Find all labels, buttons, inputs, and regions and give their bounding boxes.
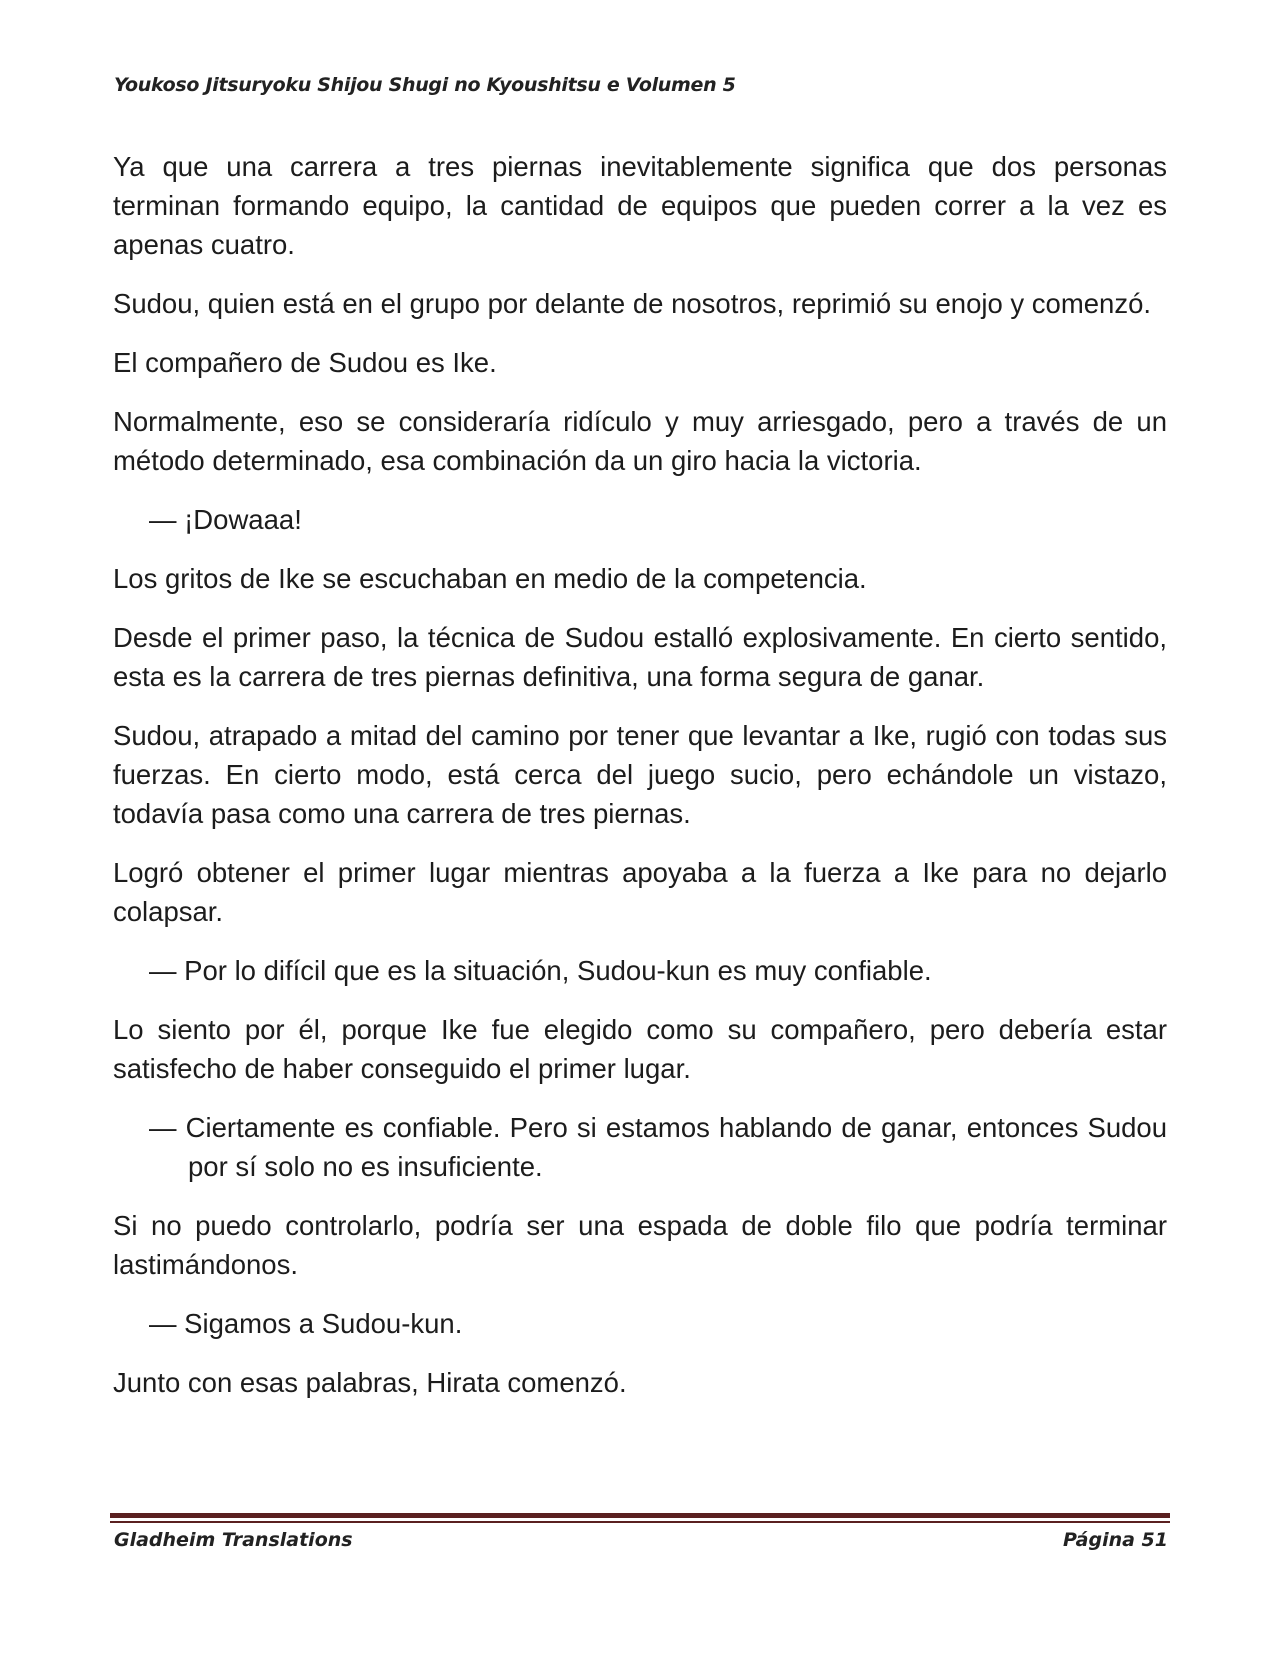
paragraph: Normalmente, eso se consideraría ridículo y muy arriesgado, pero a través de un método determinado, esa combinación da un giro hacia la victoria. [113, 406, 1167, 476]
paragraph: Logró obtener el primer lugar mientras apoyaba a la fuerza a Ike para no dejarlo colapsar. [113, 857, 1167, 927]
paragraph: Sudou, quien está en el grupo por delante de nosotros, reprimió su enojo y comenzó. [113, 288, 1152, 319]
footer-divider-thin [110, 1521, 1170, 1523]
paragraph: Sudou, atrapado a mitad del camino por tener que levantar a Ike, rugió con todas sus fuerzas. En cierto modo, está cerca del juego sucio, pero echándole un vistazo, todavía pasa como una carrera de tres piernas. [113, 720, 1167, 829]
paragraph: Si no puedo controlarlo, podría ser una espada de doble filo que podría terminar lastimándonos. [113, 1210, 1167, 1280]
dialogue-line: — Ciertamente es confiable. Pero si estamos hablando de ganar, entonces Sudou por sí solo no es insuficiente. [149, 1112, 1167, 1182]
paragraph: Los gritos de Ike se escuchaban en medio de la competencia. [113, 563, 867, 594]
page-number: Página 51 [1062, 1529, 1168, 1551]
footer-divider [110, 1513, 1170, 1518]
page-header-title: Youkoso Jitsuryoku Shijou Shugi no Kyoushitsu e Volumen 5 [114, 74, 736, 96]
paragraph: Lo siento por él, porque Ike fue elegido como su compañero, pero debería estar satisfecho de haber conseguido el primer lugar. [113, 1014, 1167, 1084]
page-body [113, 147, 1167, 1422]
dialogue-line: — Sigamos a Sudou-kun. [149, 1308, 463, 1339]
paragraph: Junto con esas palabras, Hirata comenzó. [113, 1367, 627, 1398]
paragraph: Ya que una carrera a tres piernas inevitablemente significa que dos personas terminan formando equipo, la cantidad de equipos que pueden correr a la vez es apenas cuatro. [113, 151, 1167, 260]
dialogue-line: — ¡Dowaaa! [149, 504, 302, 535]
dialogue-line: — Por lo difícil que es la situación, Sudou-kun es muy confiable. [149, 955, 932, 986]
paragraph: El compañero de Sudou es Ike. [113, 347, 497, 378]
footer-translator: Gladheim Translations [114, 1529, 353, 1551]
paragraph: Desde el primer paso, la técnica de Sudou estalló explosivamente. En cierto sentido, esta es la carrera de tres piernas definitiva, una forma segura de ganar. [113, 622, 1167, 692]
